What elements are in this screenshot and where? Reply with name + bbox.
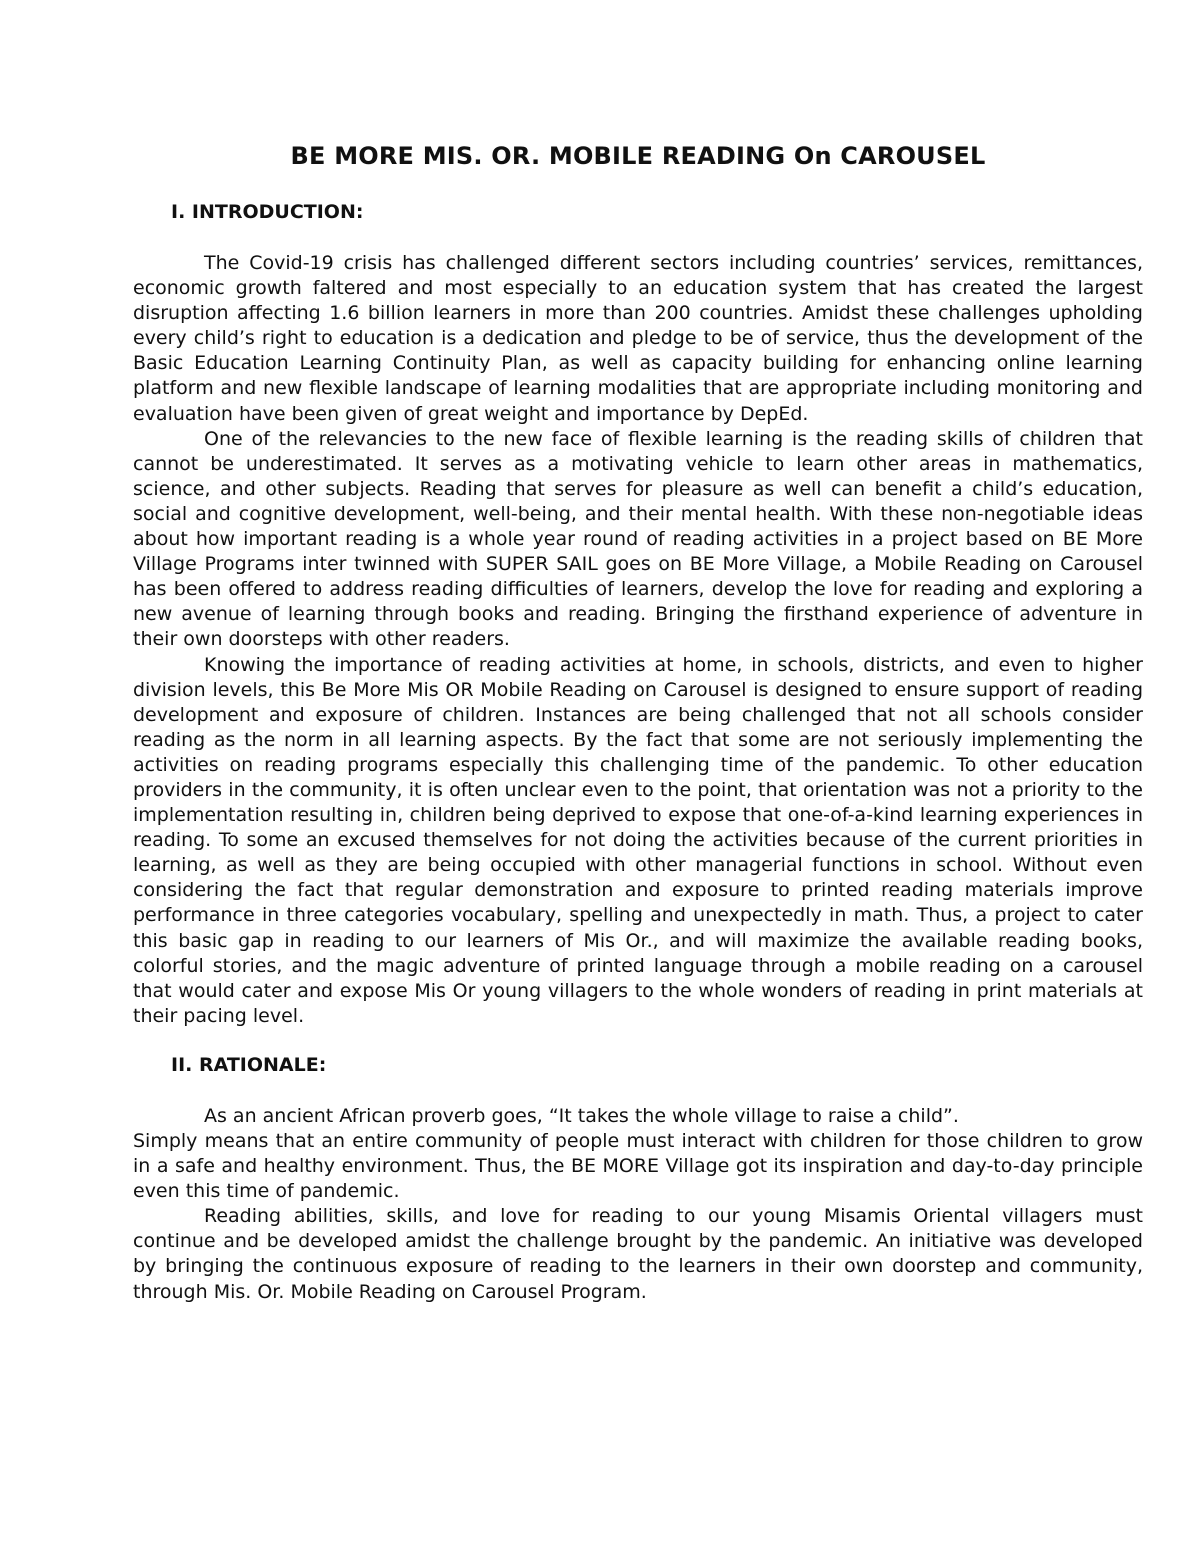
section-heading-introduction: I. INTRODUCTION:	[171, 201, 364, 223]
rationale-paragraph-3: Reading abilities, skills, and love for reading to our young Misamis Oriental villagers must continue and be developed amidst the challenge brought by the pandemic. An initiative was developed by bringing the continuous exposure of reading to the learners in their own doorstep and community, through Mis. Or. Mobile Reading on Carousel Program.	[133, 1205, 1143, 1303]
rationale-paragraph-2: Simply means that an entire community of people must interact with children for those children to grow in a safe and healthy environment. Thus, the BE MORE Village got its inspiration and day-to-day principle even this time of pandemic.	[133, 1130, 1143, 1203]
section-heading-rationale: II. RATIONALE:	[171, 1053, 327, 1076]
document-page	[133, 140, 1143, 1305]
rationale-paragraph-1: As an ancient African proverb goes, “It takes the whole village to raise a child”.	[204, 1104, 959, 1127]
introduction-paragraph-2: One of the relevancies to the new face of flexible learning is the reading skills of children that cannot be underestimated. It serves as a motivating vehicle to learn other areas in mathematics, science, and other subjects. Reading that serves for pleasure as well can benefit a child’s education, social and cognitive development, well-being, and their mental health. With these non-negotiable ideas about how important reading is a whole year round of reading activities in a project based on BE More Village Programs inter twinned with SUPER SAIL goes on BE More Village, a Mobile Reading on Carousel has been offered to address reading difficulties of learners, develop the love for reading and exploring a new avenue of learning through books and reading. Bringing the firsthand experience of adventure in their own doorsteps with other readers.	[133, 427, 1143, 651]
section-spacer	[133, 1029, 1143, 1053]
document-title: BE MORE MIS. OR. MOBILE READING On CAROUSEL	[290, 142, 986, 170]
introduction-paragraph-1: The Covid-19 crisis has challenged different sectors including countries’ services, remittances, economic growth faltered and most especially to an education system that has created the largest disruption affecting 1.6 billion learners in more than 200 countries. Amidst these challenges upholding every child’s right to education is a dedication and pledge to be of service, thus the development of the Basic Education Learning Continuity Plan, as well as capacity building for enhancing online learning platform and new flexible landscape of learning modalities that are appropriate including monitoring and evaluation have been given of great weight and importance by DepEd.	[133, 252, 1143, 425]
introduction-paragraph-3: Knowing the importance of reading activities at home, in schools, districts, and even to higher division levels, this Be More Mis OR Mobile Reading on Carousel is designed to ensure support of reading development and exposure of children. Instances are being challenged that not all schools consider reading as the norm in all learning aspects. By the fact that some are not seriously implementing the activities on reading programs especially this challenging time of the pandemic. To other education providers in the community, it is often unclear even to the point, that orientation was not a priority to the implementation resulting in, children being deprived to expose that one-of-a-kind learning experiences in reading. To some an excused themselves for not doing the activities because of the current priorities in learning, as well as they are being occupied with other managerial functions in school. Without even considering the fact that regular demonstration and exposure to printed reading materials improve performance in three categories vocabulary, spelling and unexpectedly in math. Thus, a project to cater this basic gap in reading to our learners of Mis Or., and will maximize the available reading books, colorful stories, and the magic adventure of printed language through a mobile reading on a carousel that would cater and expose Mis Or young villagers to the whole wonders of reading in print materials at their pacing level.	[133, 653, 1143, 1027]
rationale-section	[133, 1053, 1143, 1305]
introduction-section	[133, 200, 1143, 1029]
